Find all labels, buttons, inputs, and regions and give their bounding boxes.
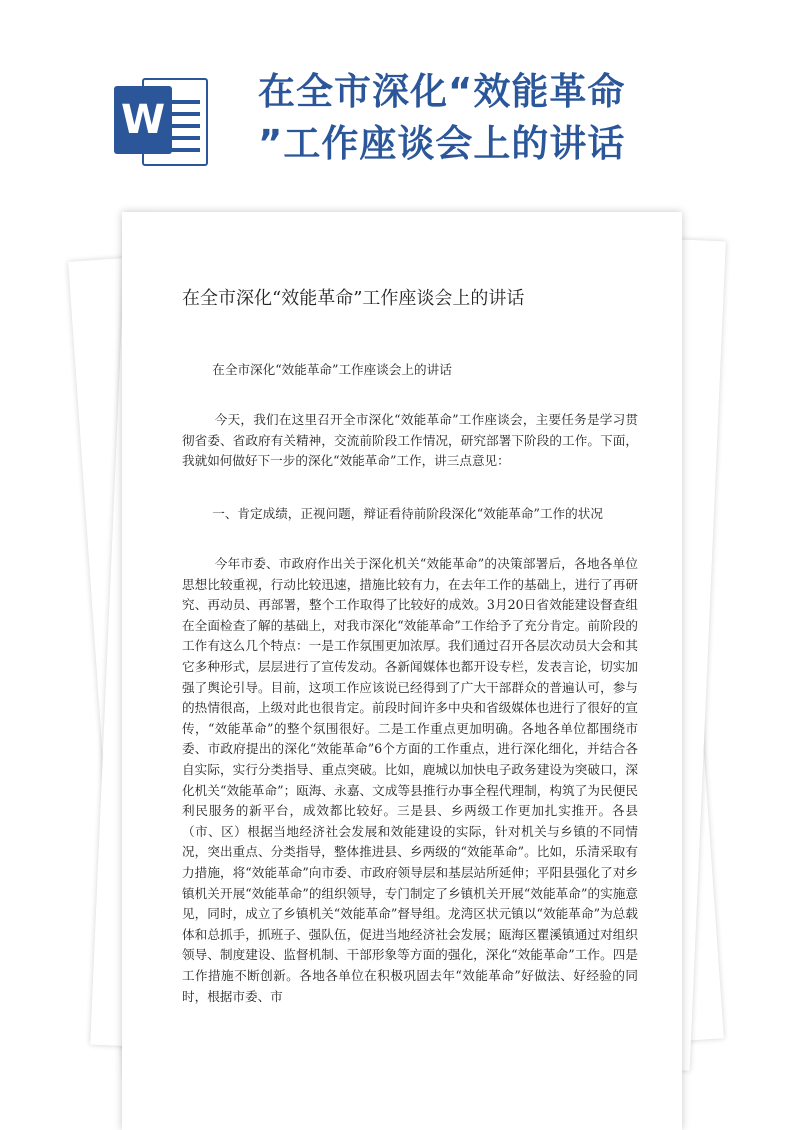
paragraph-body: 今年市委、市政府作出关于深化机关“效能革命”的决策部署后，各地各单位思想比较重视，行动比较迅速，措施比较有力，在去年工作的基础上，进行了再研究、再动员、再部署，整个工作取得了比较好的成效。3月20日省效能建设督查组在全面检查了解的基础上，对我市深化“效能革命”工作给予了充分肯定。前阶段的工作有这么几个特点：一是工作氛围更加浓厚。我们通过召开各层次动员大会和其它多种形式，层层进行了宣传发动。各新闻媒体也都开设专栏，发表言论，切实加强了舆论引导。目前，这项工作应该说已经得到了广大干部群众的普遍认可，参与的热情很高，上级对此也很肯定。前段时间许多中央和省级媒体也进行了很好的宣传，“效能革命”的整个氛围很好。二是工作重点更加明确。各地各单位都围绕市委、市政府提出的深化“效能革命”6个方面的工作重点，进行深化细化，并结合各自实际，实行分类指导、重点突破。比如，鹿城以加快电子政务建设为突破口，深化机关“效能革命”；瓯海、永嘉、文成等县推行办事全程代理制，构筑了为民便民利民服务的新平台，成效都比较好。三是县、乡两级工作更加扎实推开。各县（市、区）根据当地经济社会发展和效能建设的实际，针对机关与乡镇的不同情况，突出重点、分类指导，整体推进县、乡两级的“效能革命”。比如，乐清采取有力措施，将“效能革命”向市委、市政府领导层和基层站所延伸；平阳县强化了对乡镇机关开展“效能革命”的组织领导，专门制定了乡镇机关开展“效能革命”的实施意见，同时，成立了乡镇机关“效能革命”督导组。龙湾区状元镇以“效能革命”为总载体和总抓手，抓班子、强队伍，促进当地经济社会发展；瓯海区瞿溪镇通过对组织领导、制度建设、监督机制、干部形象等方面的强化，深化“效能革命”工作。四是工作措施不断创新。各地各单位在积极巩固去年“效能革命”好做法、好经验的同时，根据市委、市 <box>182 556 638 1004</box>
document-subtitle: 在全市深化“效能革命”工作座谈会上的讲话 <box>212 362 452 377</box>
word-logo-letter: W <box>114 86 172 154</box>
section-heading: 一、肯定成绩，正视问题，辩证看待前阶段深化“效能革命”工作的状况 <box>212 505 603 521</box>
document-page <box>122 212 682 1130</box>
document-title: 在全市深化“效能革命”工作座谈会上的讲话 <box>182 288 525 309</box>
headline <box>258 66 688 170</box>
word-icon <box>112 72 212 172</box>
paragraph-intro: 今天，我们在这里召开全市深化“效能革命”工作座谈会，主要任务是学习贯彻省委、省政府有关精神，交流前阶段工作情况，研究部署下阶段的工作。下面，我就如何做好下一步的深化“效能革命”工作，讲三点意见： <box>182 412 638 469</box>
headline-line-1: 在全市深化“效能革命 <box>258 70 626 113</box>
headline-line-2: ”工作座谈会上的讲话 <box>258 122 626 165</box>
